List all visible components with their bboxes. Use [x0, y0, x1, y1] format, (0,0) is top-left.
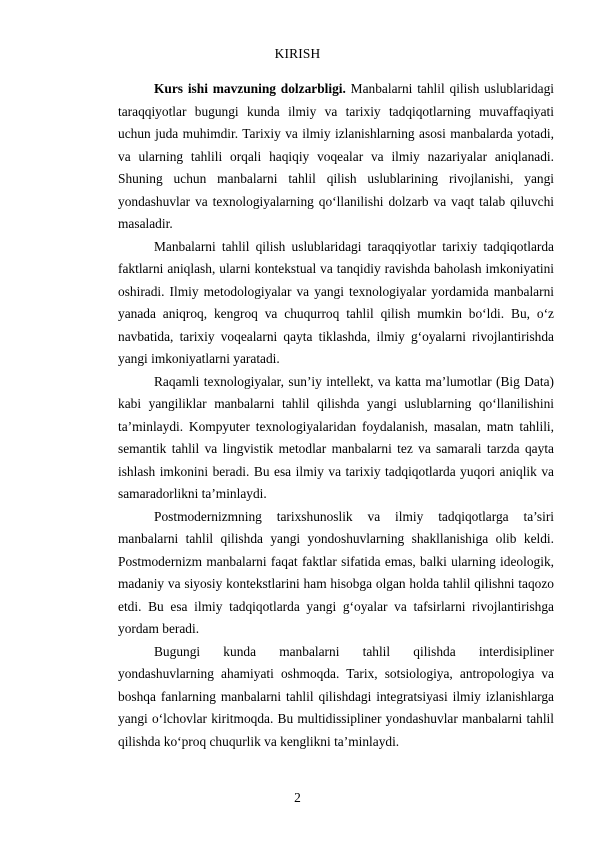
paragraph-5 [118, 641, 554, 754]
paragraph-lead: Kurs ishi mavzuning dolzarbligi. [154, 81, 346, 96]
paragraph-text: Manbalarni tahlil qilish uslublaridagi taraqqiyotlar tarixiy tadqiqotlarda faktlarni aniqlash, ularni kontekstual va tanqidiy ravishda baholash imkoniyatini oshiradi. Ilmiy metodologiyalar va yangi texnologiyalar yordamida manbalarni yanada aniqroq, kengroq va chuqurroq tahlil qilish mumkin bo‘ldi. Bu, o‘z navbatida, tarixiy voqealarni qayta tiklashda, ilmiy g‘oyalarni rivojlantirishda yangi imkoniyatlarni yaratadi. [118, 238, 554, 366]
paragraph-text: Manbalarni tahlil qilish uslublaridagi taraqqiyotlar bugungi kunda ilmiy va tarixiy tadqiqotlarning muvaffaqiyati uchun juda muhimdir. Tarixiy va ilmiy izlanishlarning asosi manbalarda yotadi, va ularning tahlili orqali haqiqiy voqealar va ilmiy nazariyalar aniqlanadi. Shuning uchun manbalarni tahlil qilish uslublarining rivojlanishi, yangi yondashuvlar va texnologiyalarning qo‘llanilishi dolzarb va vaqt talab qiluvchi masaladir. [118, 81, 554, 231]
section-title: KIRISH [274, 46, 321, 61]
page-number: 2 [294, 790, 301, 805]
body-text [118, 78, 554, 753]
paragraph-1 [118, 78, 554, 236]
paragraph-4 [118, 506, 554, 641]
paragraph-text: Bugungi kunda manbalarni tahlil qilishda interdisipliner yondashuvlarning ahamiyati oshmoqda. Tarix, sotsiologiya, antropologiya va boshqa fanlarning manbalarni tahlil qilishdagi integratsiyasi ilmiy izlanishlarga yangi o‘lchovlar kiritmoqda. Bu multidissipliner yondashuvlar manbalarni tahlil qilishda ko‘proq chuqurlik va kenglikni ta’minlaydi. [118, 643, 554, 749]
paragraph-2 [118, 236, 554, 371]
paragraph-text: Raqamli texnologiyalar, sun’iy intellekt, va katta ma’lumotlar (Big Data) kabi yangiliklar manbalarni tahlil qilishda yangi uslublarning qo‘llanilishini ta’minlaydi. Kompyuter texnologiyalaridan foydalanish, masalan, matn tahlili, semantik tahlil va lingvistik metodlar manbalarni tez va samarali tarzda qayta ishlash imkonini beradi. Bu esa ilmiy va tarixiy tadqiqotlarda yuqori aniqlik va samaradorlikni ta’minlaydi. [118, 373, 554, 501]
paragraph-text: Postmodernizmning tarixshunoslik va ilmiy tadqiqotlarga ta’siri manbalarni tahlil qilishda yangi yondoshuvlarning shakllanishiga olib keldi. Postmodernizm manbalarni faqat faktlar sifatida emas, balki ularning ideologik, madaniy va siyosiy kontekstlarini ham hisobga olgan holda tahlil qilishni taqozo etdi. Bu esa ilmiy tadqiqotlarda yangi g‘oyalar va tafsirlarni rivojlantirishga yordam beradi. [118, 508, 554, 636]
paragraph-3 [118, 371, 554, 506]
